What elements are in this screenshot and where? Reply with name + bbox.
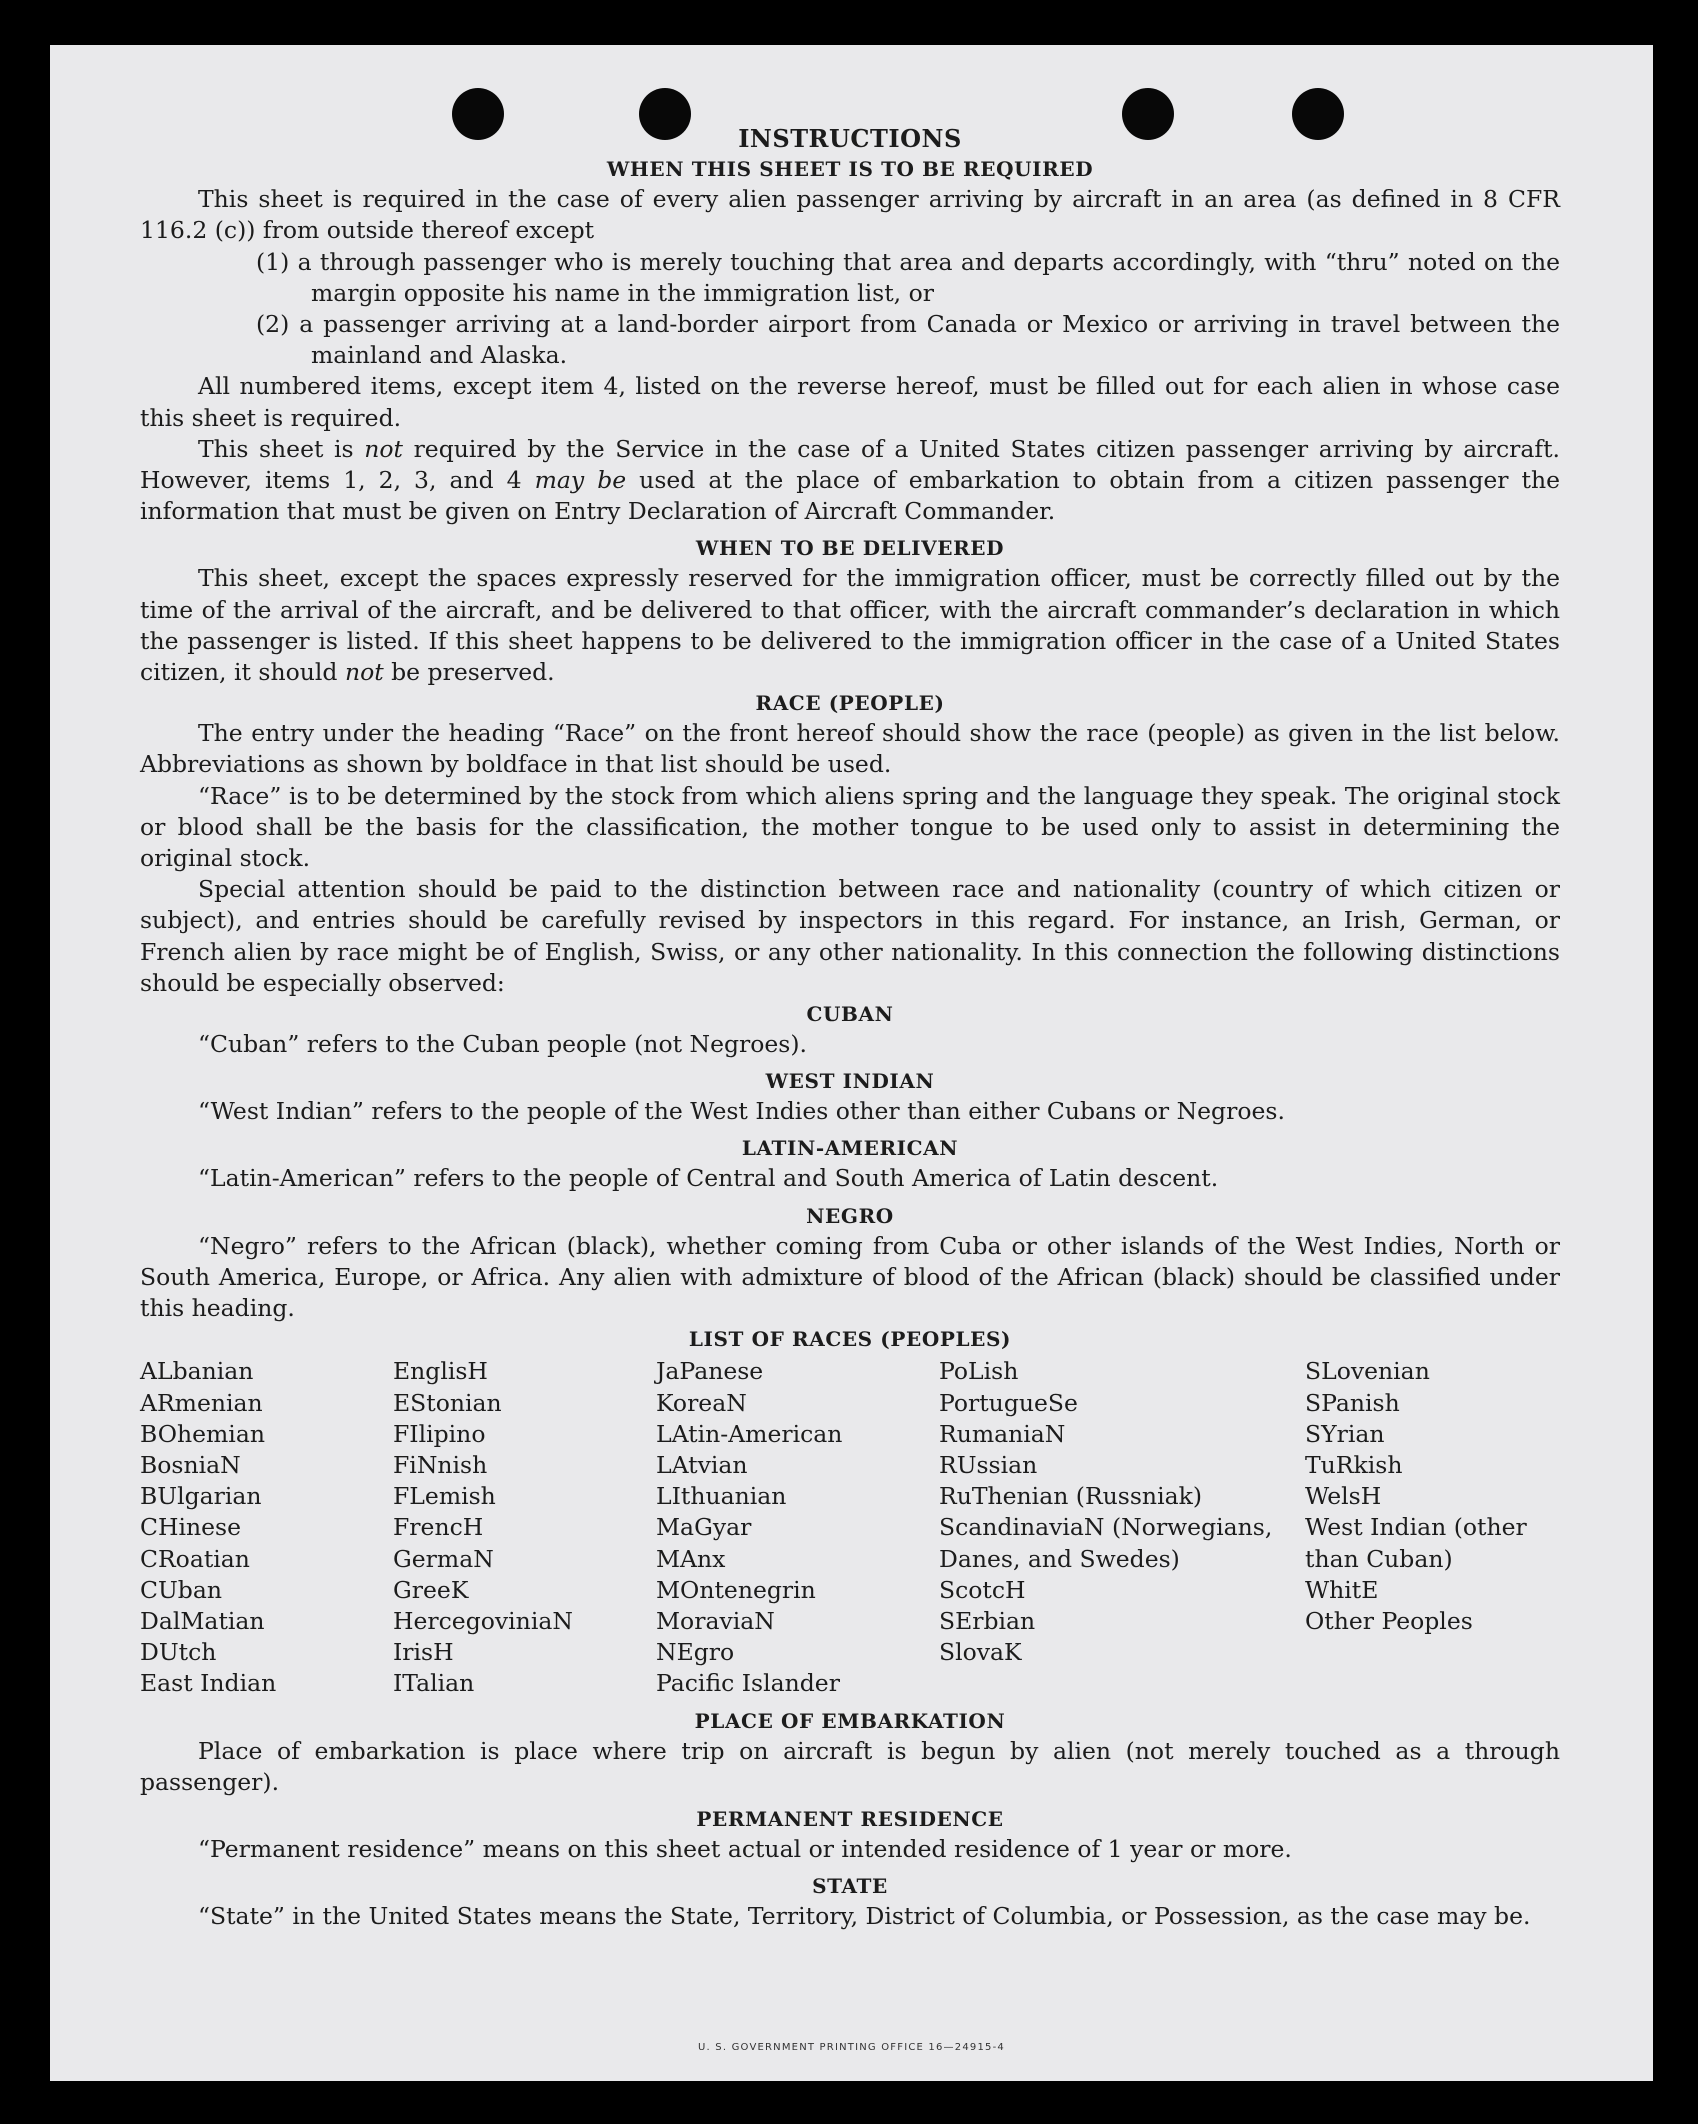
when-required-item-2: (2) a passenger arriving at a land-border airport from Canada or Mexico or arriving in travel between the mainland and Alaska. <box>256 310 1560 370</box>
heading-embarkation: PLACE OF EMBARKATION <box>694 1708 1006 1733</box>
race-list-item: FIlipino <box>393 1419 486 1448</box>
race-list-item: WhitE <box>1305 1575 1379 1604</box>
race-list-item: LIthuanian <box>656 1482 787 1511</box>
race-column-2 <box>393 1356 656 1699</box>
race-list-item: RUssian <box>939 1450 1038 1479</box>
heading-latin-american: LATIN-AMERICAN <box>741 1136 959 1161</box>
race-list-item: PortugueSe <box>939 1388 1078 1417</box>
race-list-item: FLemish <box>393 1482 496 1511</box>
race-list-item: GermaN <box>393 1544 494 1573</box>
when-required-intro: This sheet is required in the case of every alien passenger arriving by aircraft in an area (as defined in 8 CFR 116.2 (c)) from outside thereof except <box>140 185 1560 245</box>
race-list-item: LAtvian <box>656 1450 748 1479</box>
state-text: “State” in the United States means the State, Territory, District of Columbia, or Possession, as the case may be. <box>198 1902 1531 1931</box>
race-list-item: CUban <box>140 1575 222 1604</box>
race-para-1: The entry under the heading “Race” on the front hereof should show the race (people) as given in the list below. Abbreviations as shown by boldface in that list should be used. <box>140 719 1560 779</box>
race-list-item: ARmenian <box>140 1388 263 1417</box>
race-list-item: CRoatian <box>140 1544 250 1573</box>
when-required-para-3: This sheet is not required by the Service in the case of a United States citizen passenger arriving by aircraft. However, items 1, 2, 3, and 4 may be used at the place of embarkation to obtain from a citizen passenger the information that must be given on Entry Declaration of Aircraft Commander. <box>140 434 1561 526</box>
race-list-item: TuRkish <box>1305 1450 1403 1479</box>
latin-american-text: “Latin-American” refers to the people of Central and South America of Latin descent. <box>198 1164 1219 1193</box>
race-list-item: SlovaK <box>939 1638 1022 1667</box>
race-list-item: West Indian (other than Cuban) <box>1305 1513 1527 1573</box>
race-list-item: HercegoviniaN <box>393 1606 573 1635</box>
race-column-4 <box>939 1356 1305 1699</box>
race-list-item: SYrian <box>1305 1419 1385 1448</box>
race-list-item: SErbian <box>939 1606 1036 1635</box>
negro-text: “Negro” refers to the African (black), whether coming from Cuba or other islands of the West Indies, North or South America, Europe, or Africa. Any alien with admixture of blood of the African (black) should be classified under this heading. <box>140 1231 1560 1323</box>
race-list-item: ITalian <box>393 1669 475 1698</box>
race-list-item: DUtch <box>140 1638 217 1667</box>
race-list-item: SLovenian <box>1305 1357 1430 1386</box>
race-list-item: BUlgarian <box>140 1482 262 1511</box>
race-list-item: WelsH <box>1305 1482 1382 1511</box>
race-list-item: GreeK <box>393 1575 469 1604</box>
race-list-item: PoLish <box>939 1357 1019 1386</box>
page-title: INSTRUCTIONS <box>738 124 962 153</box>
race-para-3: Special attention should be paid to the distinction between race and nationality (country of which citizen or subject), and entries should be carefully revised by inspectors in this regard. For instance, an Irish, German, or French alien by race might be of English, Swiss, or any other nationality. In this connection the following distinctions should be especially observed: <box>140 875 1560 997</box>
race-list-item: ScandinaviaN (Norwegians, Danes, and Swedes) <box>939 1513 1273 1573</box>
race-list-item: MoraviaN <box>656 1606 775 1635</box>
race-list-item: SPanish <box>1305 1388 1400 1417</box>
race-list-item: FiNnish <box>393 1450 488 1479</box>
race-list-item: Other Peoples <box>1305 1606 1473 1635</box>
race-para-2: “Race” is to be determined by the stock from which aliens spring and the language they speak. The original stock or blood shall be the basis for the classification, the mother tongue to be used only to assist in determining the original stock. <box>140 781 1560 873</box>
race-list-item: ALbanian <box>140 1357 254 1386</box>
race-column-1 <box>140 1356 393 1699</box>
heading-race: RACE (PEOPLE) <box>755 691 945 716</box>
heading-west-indian: WEST INDIAN <box>765 1069 935 1094</box>
race-list-item: MaGyar <box>656 1513 752 1542</box>
race-list-item: JaPanese <box>656 1357 764 1386</box>
when-delivered-text: This sheet, except the spaces expressly reserved for the immigration officer, must be correctly filled out by the time of the arrival of the aircraft, and be delivered to that officer, with the aircraft commander’s declaration in which the passenger is listed. If this sheet happens to be delivered to the immigration officer in the case of a United States citizen, it should not be preserved. <box>140 564 1560 687</box>
instructions-content <box>140 123 1560 1932</box>
printing-office-footer: U. S. GOVERNMENT PRINTING OFFICE 16—24915-4 <box>698 2042 1005 2053</box>
race-list-item: IrisH <box>393 1638 454 1667</box>
race-list-item: RuThenian (Russniak) <box>939 1482 1202 1511</box>
race-list-item: NEgro <box>656 1638 735 1667</box>
race-list-item: CHinese <box>140 1513 241 1542</box>
race-list-item: Pacific Islander <box>656 1669 840 1698</box>
race-column-5 <box>1305 1356 1560 1699</box>
race-list-item: FrencH <box>393 1513 484 1542</box>
race-list-item: East Indian <box>140 1669 277 1698</box>
west-indian-text: “West Indian” refers to the people of the West Indies other than either Cubans or Negroes. <box>198 1097 1285 1126</box>
race-list-item: MAnx <box>656 1544 726 1573</box>
race-list-item: BOhemian <box>140 1419 265 1448</box>
when-required-item-1: (1) a through passenger who is merely touching that area and departs accordingly, with “thru” noted on the margin opposite his name in the immigration list, or <box>256 247 1560 307</box>
race-list-item: KoreaN <box>656 1388 747 1417</box>
heading-when-required: WHEN THIS SHEET IS TO BE REQUIRED <box>606 157 1094 182</box>
race-list <box>140 1356 1560 1699</box>
race-list-item: LAtin-American <box>656 1419 843 1448</box>
heading-negro: NEGRO <box>806 1203 894 1228</box>
race-list-item: EStonian <box>393 1388 502 1417</box>
race-column-3 <box>656 1356 939 1699</box>
permanent-residence-text: “Permanent residence” means on this sheet actual or intended residence of 1 year or more. <box>198 1834 1292 1863</box>
cuban-text: “Cuban” refers to the Cuban people (not Negroes). <box>198 1030 808 1059</box>
race-list-item: MOntenegrin <box>656 1575 816 1604</box>
race-list-item: ScotcH <box>939 1575 1026 1604</box>
heading-state: STATE <box>812 1874 888 1899</box>
document-sheet <box>50 45 1653 2081</box>
heading-permanent-residence: PERMANENT RESIDENCE <box>696 1806 1004 1831</box>
race-list-item: RumaniaN <box>939 1419 1066 1448</box>
embarkation-text: Place of embarkation is place where trip on aircraft is begun by alien (not merely touched as a through passenger). <box>140 1736 1560 1796</box>
race-list-item: DalMatian <box>140 1606 265 1635</box>
when-required-para-2: All numbered items, except item 4, listed on the reverse hereof, must be filled out for each alien in whose case this sheet is required. <box>140 372 1560 432</box>
heading-when-delivered: WHEN TO BE DELIVERED <box>695 536 1005 561</box>
heading-list-of-races: LIST OF RACES (PEOPLES) <box>688 1327 1012 1352</box>
heading-cuban: CUBAN <box>806 1002 894 1027</box>
race-list-item: EnglisH <box>393 1357 488 1386</box>
race-list-item: BosniaN <box>140 1450 241 1479</box>
